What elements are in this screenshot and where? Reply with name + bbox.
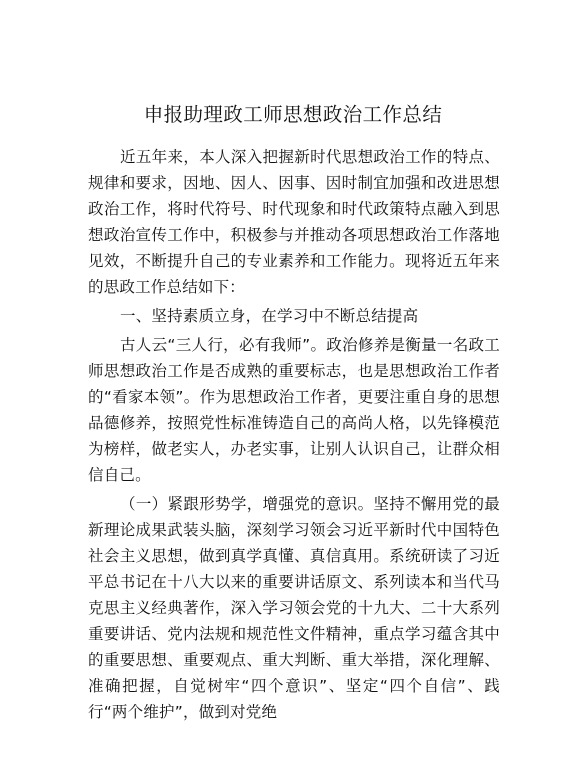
subsection-1-paragraph: （一）紧跟形势学，增强党的意识。坚持不懈用党的最新理论成果武装头脑，深刻学习领会习近平新时代中国特色社会主义思想，做到真学真懂、真信真用。系统研读了习近平总书记在十八大以来的重要讲话原文、系列读本和当代马克思主义经典著作，深入学习领会党的十九大、二十大系列重要讲话、党内法规和规范性文件精神，重点学习蕴含其中的重要思想、重要观点、重大判断、重大举措，深化理解、准确把握，自觉树牢“四个意识”、坚定“四个自信”、践行“两个维护”，做到对党绝 [88, 495, 500, 721]
section-heading-1: 一、坚持素质立身，在学习中不断总结提高 [120, 307, 419, 325]
document-body [88, 144, 500, 725]
section-1-paragraph: 古人云“三人行，必有我师”。政治修养是衡量一名政工师思想政治工作是否成熟的重要标志，也是思想政治工作者的“看家本领”。作为思想政治工作者，更要注重自身的思想品德修养，按照党性标准铸造自己的高尚人格，以先锋模范为榜样，做老实人，办老实事，让别人认识自己，让群众相信自己。 [88, 336, 500, 484]
intro-paragraph: 近五年来，本人深入把握新时代思想政治工作的特点、规律和要求，因地、因人、因事、因时制宜加强和改进思想政治工作，将时代符号、时代现象和时代政策特点融入到思想政治宣传工作中，积极参与并推动各项思想政治工作落地见效，不断提升自己的专业素养和工作能力。现将近五年来的思政工作总结如下： [88, 148, 500, 296]
document-title: 申报助理政工师思想政治工作总结 [143, 103, 443, 126]
